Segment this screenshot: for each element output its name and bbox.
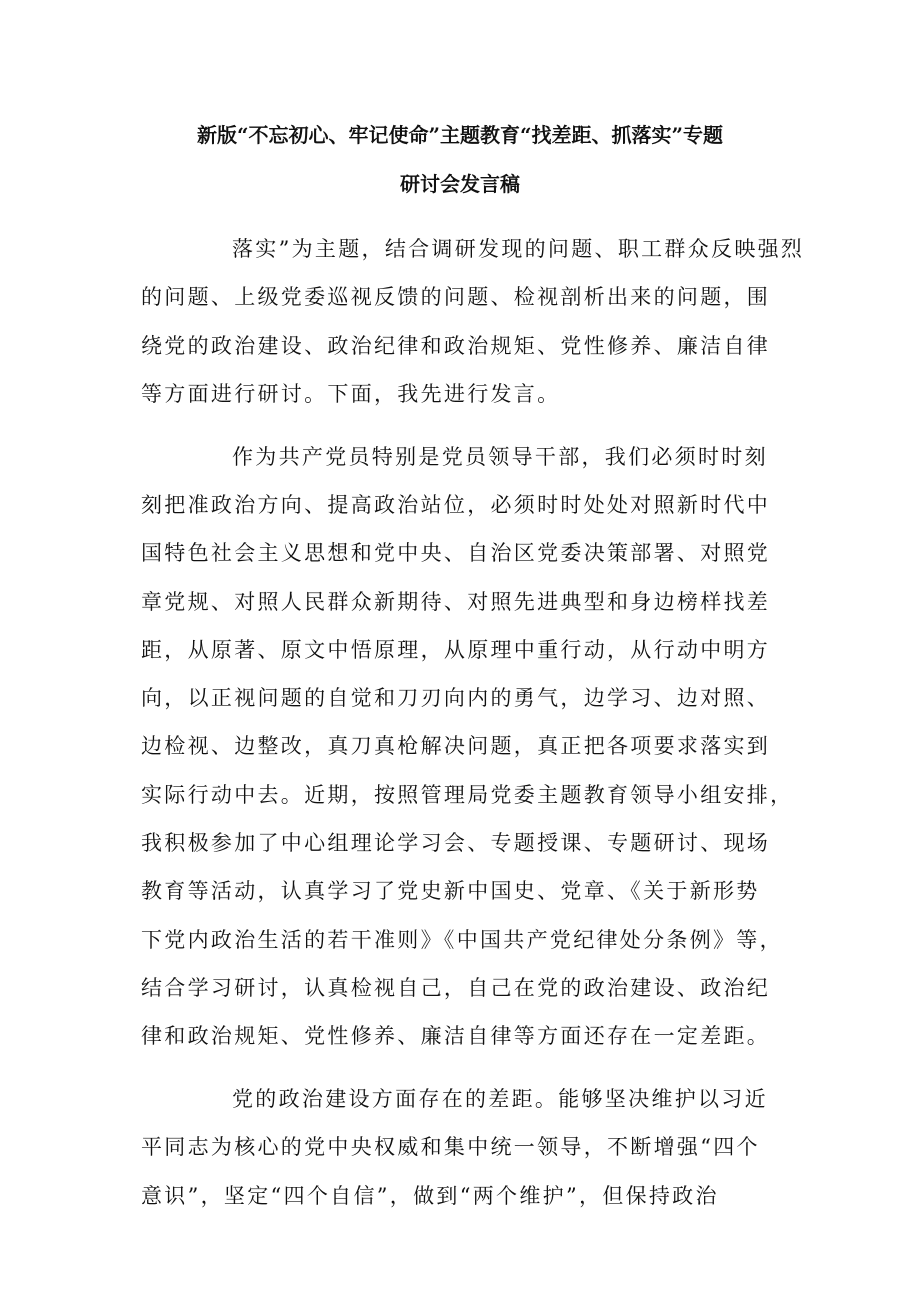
text-line: 平同志为核心的党中央权威和集中统一领导，不断增强“四个: [141, 1135, 760, 1160]
text-line: 绕党的政治建设、政治纪律和政治规矩、党性修养、廉洁自律: [141, 333, 771, 358]
text-line: 实际行动中去。近期，按照管理局党委主题教育领导小组安排，: [141, 782, 794, 807]
text-line: 的问题、上级党委巡视反馈的问题、检视剖析出来的问题，围: [141, 285, 771, 310]
text-line: 作为共产党员特别是党员领导干部，我们必须时时刻: [232, 444, 768, 469]
text-line: 等方面进行研讨。下面，我先进行发言。: [141, 381, 561, 406]
text-line: 边检视、边整改，真刀真枪解决问题，真正把各项要求落实到: [141, 734, 771, 759]
document-title: 新版“不忘初心、牢记使命”主题教育“找差距、抓落实”专题: [196, 123, 723, 147]
paragraph-intro: [141, 225, 805, 418]
text-line: 意识”，坚定“四个自信”，做到“两个维护”，但保持政治: [141, 1183, 719, 1208]
text-line: 章党规、对照人民群众新期待、对照先进典型和身边榜样找差: [141, 589, 771, 614]
text-line: 距，从原著、原文中悟原理，从原理中重行动，从行动中明方: [141, 637, 771, 662]
text-line: 国特色社会主义思想和党中央、自治区党委决策部署、对照党: [141, 541, 771, 566]
text-line: 向，以正视问题的自觉和刀刃向内的勇气，边学习、边对照、: [141, 686, 771, 711]
text-line: 党的政治建设方面存在的差距。能够坚决维护以习近: [232, 1087, 768, 1112]
text-line: 教育等活动，认真学习了党史新中国史、党章、《关于新形势: [141, 879, 760, 904]
text-line: 刻把准政治方向、提高政治站位，必须时时处处对照新时代中: [141, 492, 771, 517]
text-line: 下党内政治生活的若干准则》《中国共产党纪律处分条例》等，: [141, 927, 783, 952]
document-title-continued: 研讨会发言稿: [400, 172, 520, 196]
document-body: [141, 225, 805, 1220]
text-line: 律和政治规矩、党性修养、廉洁自律等方面还存在一定差距。: [141, 1024, 771, 1049]
paragraph-main: [141, 433, 794, 1061]
text-line: 结合学习研讨，认真检视自己，自己在党的政治建设、政治纪: [141, 975, 771, 1000]
text-line: 我积极参加了中心组理论学习会、专题授课、专题研讨、现场: [141, 831, 771, 856]
paragraph-political-building: [141, 1075, 781, 1220]
text-line: 落实”为主题，结合调研发现的问题、职工群众反映强烈: [232, 237, 805, 261]
